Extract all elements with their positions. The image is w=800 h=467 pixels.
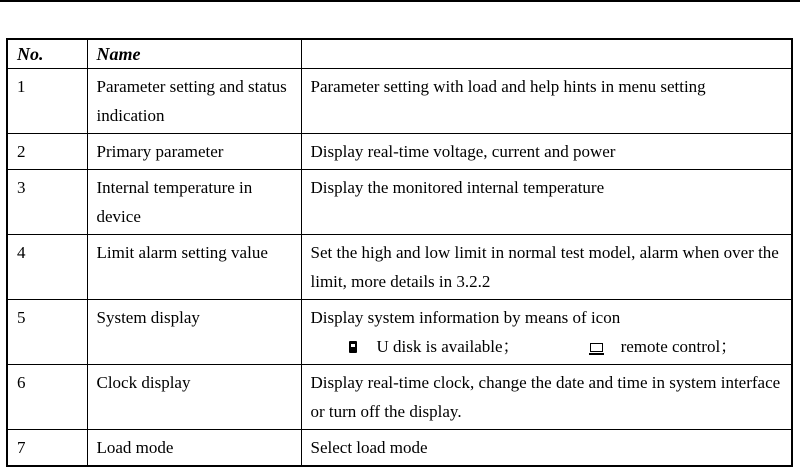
row-no: 1 — [7, 69, 87, 134]
row-name: Limit alarm setting value — [87, 235, 301, 300]
icon-legend-line — [311, 332, 783, 361]
table-row — [7, 69, 792, 134]
row-name: Parameter setting and status indication — [87, 69, 301, 134]
header-no: No. — [7, 39, 87, 69]
row-name: Load mode — [87, 430, 301, 467]
row-description: Set the high and low limit in normal test model, alarm when over the limit, more details in 3.2.2 — [301, 235, 792, 300]
row-no: 6 — [7, 365, 87, 430]
row-name: Primary parameter — [87, 134, 301, 170]
table-header-row — [7, 39, 792, 69]
computer-icon — [590, 343, 603, 352]
row-name: System display — [87, 300, 301, 365]
icon-legend-udisk-label: U disk is available； — [376, 337, 520, 356]
row-no: 4 — [7, 235, 87, 300]
function-table — [6, 38, 793, 467]
row-description: Display real-time voltage, current and power — [301, 134, 792, 170]
table-row — [7, 134, 792, 170]
table-row — [7, 430, 792, 467]
table-row — [7, 235, 792, 300]
row-name: Internal temperature in device — [87, 170, 301, 235]
row-name: Clock display — [87, 365, 301, 430]
top-rule — [0, 0, 800, 2]
row-no: 2 — [7, 134, 87, 170]
row-no: 3 — [7, 170, 87, 235]
usb-disk-icon — [349, 341, 357, 353]
row-description-cell — [301, 300, 792, 365]
icon-legend-remote-label: remote control； — [620, 337, 738, 356]
row-description: Display real-time clock, change the date and time in system interface or turn off the display. — [301, 365, 792, 430]
row-no: 5 — [7, 300, 87, 365]
row-description: Display system information by means of icon — [310, 308, 621, 327]
table-row — [7, 170, 792, 235]
row-no: 7 — [7, 430, 87, 467]
table-row — [7, 300, 792, 365]
header-description — [301, 39, 792, 69]
header-name: Name — [87, 39, 301, 69]
row-description: Select load mode — [301, 430, 792, 467]
row-description: Display the monitored internal temperature — [301, 170, 792, 235]
row-description: Parameter setting with load and help hints in menu setting — [301, 69, 792, 134]
table-row — [7, 365, 792, 430]
